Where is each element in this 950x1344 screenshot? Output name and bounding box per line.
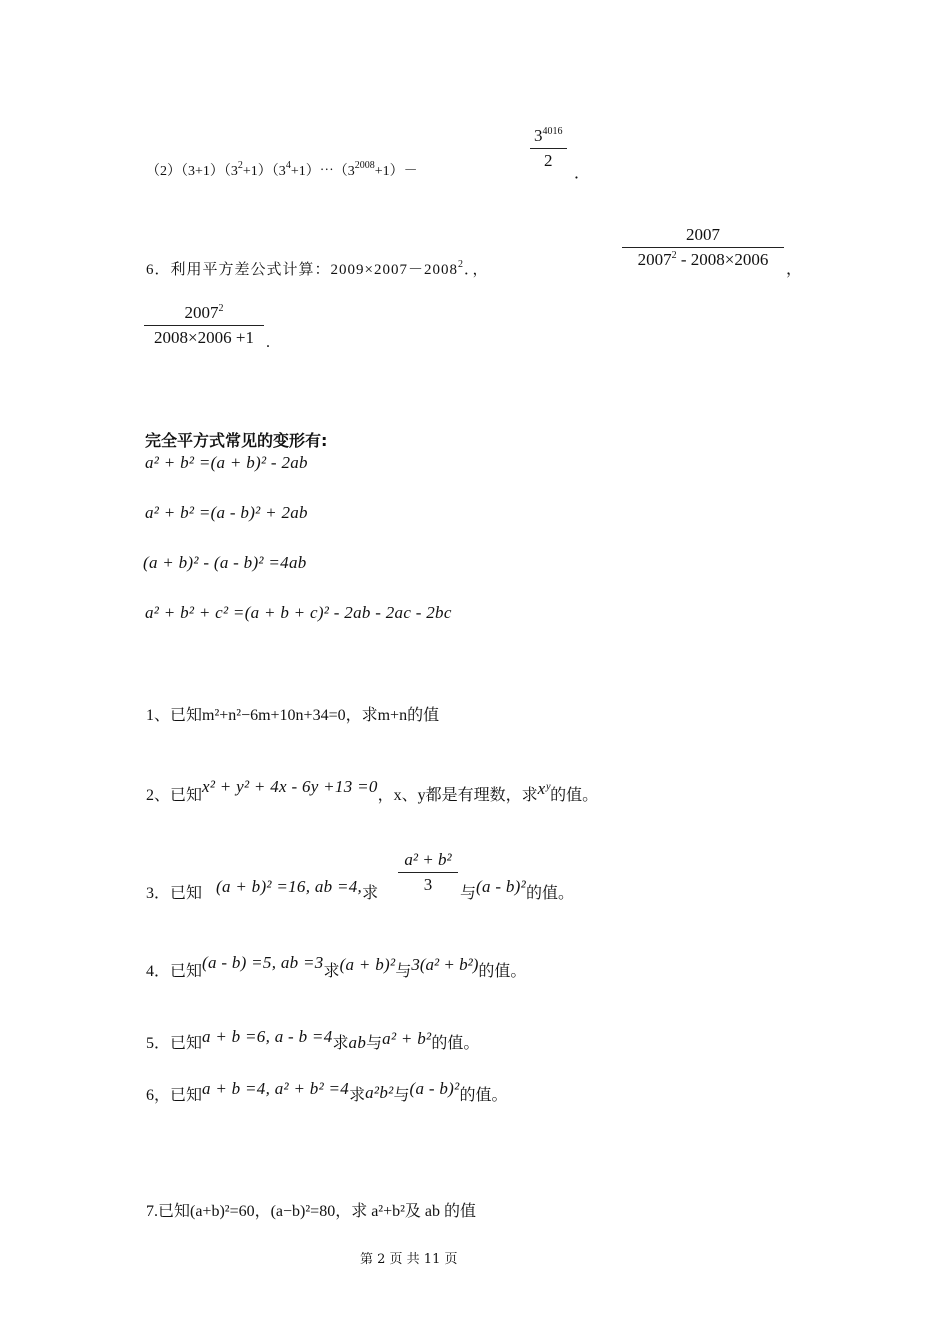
- page-footer: 第 2 页 共 11 页: [360, 1252, 458, 1267]
- problem-6-fraction-1: 2007 2007$^2$ - 2008×2006: [622, 225, 784, 270]
- question-5: 5．已知a + b =6, a - b =4求ab与a² + b²的值。: [146, 1027, 480, 1052]
- question-7: 7.已知(a+b)²=60，(a−b)²=80，求 a²+b²及 ab 的值: [146, 1203, 477, 1220]
- question-2: 2、已知x² + y² + 4x - 6y +13 =0，x、y都是有理数，求xʸ的值。: [146, 777, 599, 804]
- formula-3: (a + b)² - (a - b)² =4ab: [143, 553, 307, 572]
- question-3: 3．已知 (a + b)² =16, ab =4,求: [146, 877, 379, 902]
- question-3-tail: 与(a - b)²的值。: [460, 877, 575, 902]
- question-6: 6，已知a + b =4, a² + b² =4求a²b²与(a - b)²的值。: [146, 1079, 508, 1104]
- section-heading: 完全平方式常见的变形有:: [145, 431, 328, 450]
- question-1: 1、已知m²+n²−6m+10n+34=0，求m+n的值: [146, 707, 440, 724]
- problem-5-2-fraction: $3^{4016}$ 2: [530, 126, 567, 171]
- formula-1: a² + b² =(a + b)² - 2ab: [145, 453, 308, 472]
- formula-2: a² + b² =(a - b)² + 2ab: [145, 503, 308, 522]
- problem-5-2: $(2)(3+1)(3^2+1)(3^4+1)\cdots(3^{2008}+1)-$: [146, 160, 418, 179]
- formula-4: a² + b² + c² =(a + b + c)² - 2ab - 2ac - 2bc: [145, 603, 452, 622]
- problem-6-end: .: [266, 334, 270, 351]
- problem-6-comma: ，: [786, 261, 803, 278]
- problem-6-fraction-2: 2007$^2$ 2008×2006 +1: [144, 303, 264, 348]
- problem-6: 6．利用平方差公式计算：$2009\times 2007-2008^2$．，: [146, 259, 489, 278]
- question-4: 4．已知(a - b) =5, ab =3求(a + b)²与3(a² + b²)的值。: [146, 953, 527, 980]
- question-3-fraction: a² + b² 3: [398, 850, 458, 895]
- problem-5-2-end: ．: [574, 165, 591, 182]
